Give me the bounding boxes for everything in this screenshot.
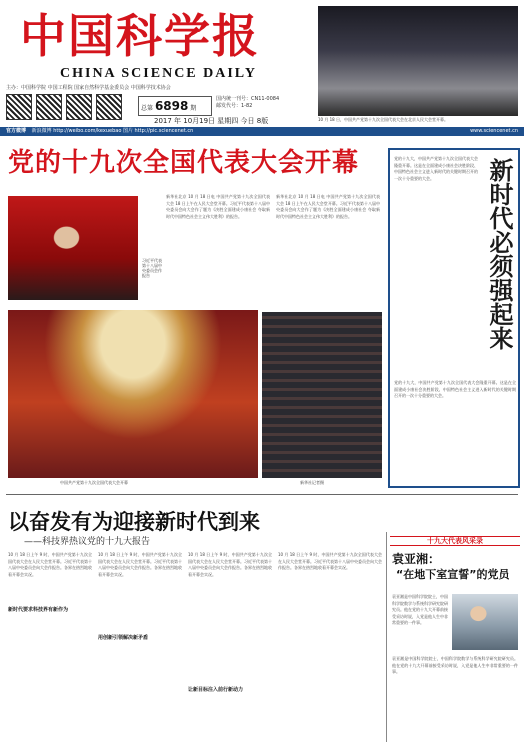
xi-jinping-photo	[8, 196, 138, 300]
second-body-col2: 10 月 18 日上午 9 时，中国共产党第十九次全国代表大会在人民大会堂开幕。习近平代表第十八届中央委员会向大会作报告。各界在热烈地收看开幕会实况。	[98, 552, 182, 577]
lead-headline[interactable]: 党的十九次全国代表大会开幕	[8, 148, 360, 178]
congress-hall-photo	[8, 310, 258, 478]
commentary-title[interactable]: 新时代必须强起来	[485, 158, 513, 350]
section-divider	[6, 494, 518, 495]
qr-codes	[6, 94, 132, 124]
issue-suffix: 期	[190, 105, 197, 112]
qr-code-icon[interactable]	[66, 94, 92, 120]
date-line: 2017 年 10月19日 星期四 今日 8版	[154, 117, 269, 125]
qr-code-icon[interactable]	[96, 94, 122, 120]
second-headline[interactable]: 以奋发有为迎接新时代到来	[8, 510, 260, 534]
profile-headline[interactable]: 袁亚湘：	[392, 552, 441, 566]
second-body-col3: 10 月 18 日上午 9 时，中国共产党第十九次全国代表大会在人民大会堂开幕。习近平代表第十八届中央委员会向大会作报告。各界在热烈地收看开幕会实况。	[188, 552, 272, 577]
weibo-tag: 官方微博	[6, 128, 27, 134]
profile-tag: 十九大代表风采录	[390, 536, 520, 546]
hall-photo-caption: 中国共产党第十九次全国代表大会开幕	[60, 480, 128, 485]
qr-code-icon[interactable]	[36, 94, 62, 120]
cn-code: 国内统一刊号：CN11-0084	[216, 96, 280, 102]
cn-codes	[216, 96, 279, 110]
issue-box	[138, 96, 212, 116]
profile-body-col1: 袁亚湘是中国科学院院士，中国科学院数学与系统科学研究院研究员。他在党的十九大开幕前接受采访时说，入党是他人生中非常重要的一件事。	[392, 594, 448, 625]
delegates-photo-caption: 新华社记者摄	[300, 480, 324, 485]
yuan-yaxiang-photo	[452, 594, 518, 650]
top-info-bar	[0, 127, 524, 136]
qr-code-icon[interactable]	[6, 94, 32, 120]
second-body-col4: 10 月 18 日上午 9 时，中国共产党第十九次全国代表大会在人民大会堂开幕。习近平代表第十八届中央委员会向大会作报告。各界在热烈地收看开幕会实况。	[278, 552, 382, 570]
profile-subhead[interactable]: “在地下室宣誓”的党员	[396, 568, 510, 581]
delegates-photo	[262, 312, 382, 478]
issue-number: 6898	[154, 99, 189, 113]
lead-body-col2: 新华社北京 10 月 18 日电 中国共产党第十九次全国代表大会 18 日上午在人民大会堂开幕。习近平代表第十八届中央委员会向大会作了题为《决胜全面建成小康社会 夺取新时代中国特色社会主义伟大胜利》的报告。	[276, 194, 380, 219]
website-link[interactable]: www.sciencenet.cn	[470, 128, 518, 134]
masthead-title: 中国科学报	[20, 9, 260, 63]
postal-code: 邮发代号：1-82	[216, 103, 253, 109]
top-photo	[318, 6, 518, 116]
lead-body-col1: 新华社北京 10 月 18 日电 中国共产党第十九次全国代表大会 18 日上午在人民大会堂开幕。习近平代表第十八届中央委员会向大会作了题为《决胜全面建成小康社会 夺取新时代中国特色社会主义伟大胜利》的报告。	[166, 194, 270, 219]
masthead-english-title: CHINA SCIENCE DAILY	[60, 66, 257, 81]
top-photo-caption: 10 月 18 日，中国共产党第十九次全国代表大会在北京人民大会堂开幕。	[318, 117, 448, 122]
second-subtitle: 用创新引领解决新矛盾	[98, 635, 149, 641]
commentary-body-col1: 党的十九大，中国共产党第十九次全国代表大会隆重开幕。这是在全面建成小康社会决胜阶段、中国特色社会主义进入新时代的关键时期召开的一次十分重要的大会。	[394, 156, 478, 181]
second-subtitle: 让新目标注入前行新动力	[188, 687, 244, 693]
publisher-line: 主办：中国科学院 中国工程院 国家自然科学基金委员会 中国科学技术协会	[6, 85, 171, 91]
commentary-body-col2: 党的十九大，中国共产党第十九次全国代表大会隆重开幕。这是在全面建成小康社会决胜阶段、中国特色社会主义进入新时代的关键时期召开的一次十分重要的大会。	[394, 380, 516, 398]
second-body-col1: 10 月 18 日上午 9 时，中国共产党第十九次全国代表大会在人民大会堂开幕。习近平代表第十八届中央委员会向大会作报告。各界在热烈地收看开幕会实况。	[8, 552, 92, 577]
second-subhead: ——科技界热议党的十九大报告	[24, 537, 151, 547]
second-subtitle: 新时代要求科技界有新作为	[8, 607, 69, 613]
topbar-links[interactable]: 新浪微博 http://weibo.com/kexuebao 图片 http://pic.sciencenet.cn	[31, 128, 194, 134]
column-rule	[386, 532, 387, 742]
issue-label: 总第	[141, 105, 154, 112]
profile-body-col2: 袁亚湘是中国科学院院士，中国科学院数学与系统科学研究院研究员。他在党的十九大开幕前接受采访时说，入党是他人生中非常重要的一件事。	[392, 656, 518, 674]
xi-photo-caption: 习近平代表第十八届中央委员会作报告	[142, 258, 162, 278]
